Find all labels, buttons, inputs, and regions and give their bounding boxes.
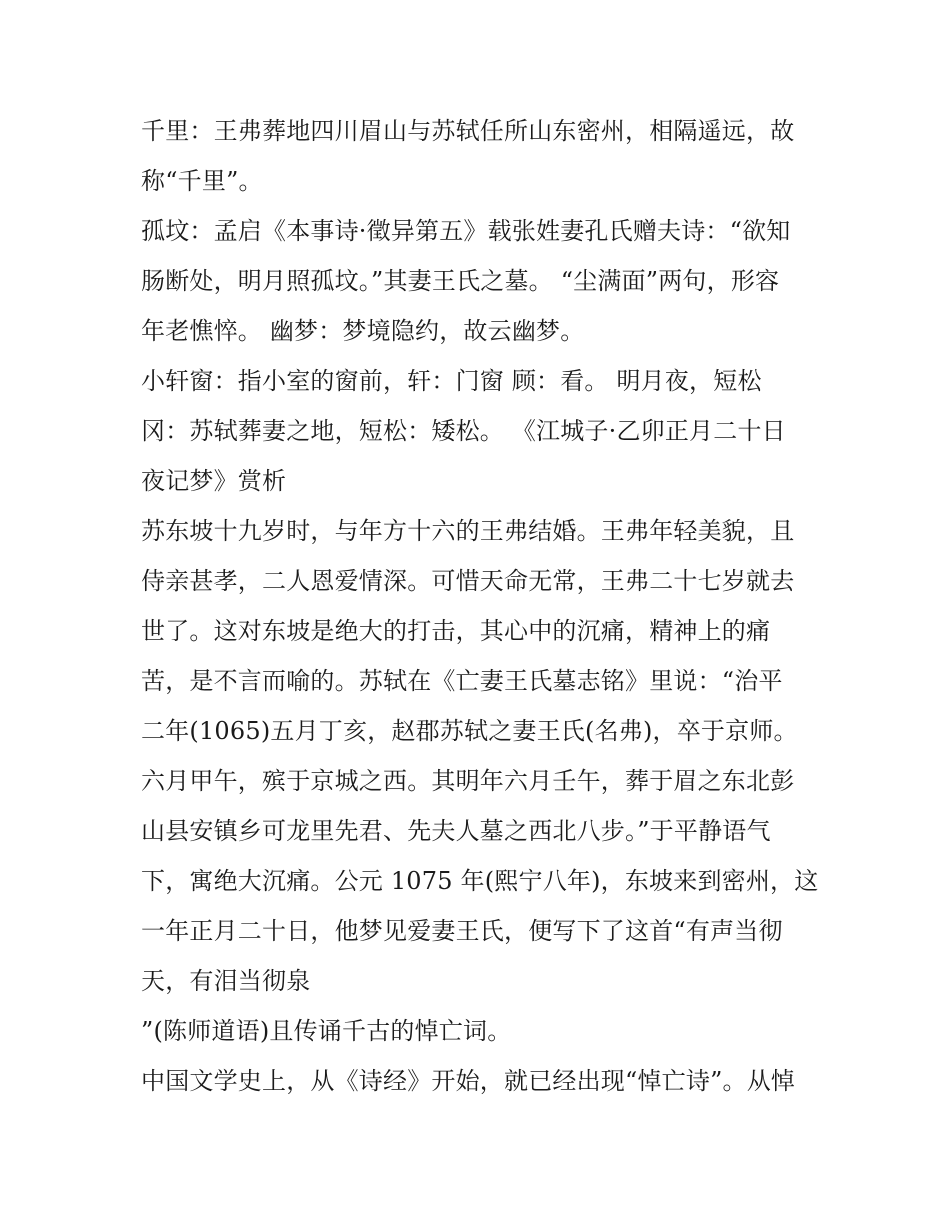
- text-line: 六月甲午，殡于京城之西。其明年六月壬午，葬于眉之东北彭: [141, 767, 795, 795]
- text-line: 夜记梦》赏析: [141, 467, 287, 495]
- text-line: 千里：王弗葬地四川眉山与苏轼任所山东密州，相隔遥远，故: [141, 117, 795, 145]
- text-line: ”(陈师道语)且传诵千古的悼亡词。: [141, 1017, 512, 1045]
- text-line: 山县安镇乡可龙里先君、先夫人墓之西北八步。”于平静语气: [141, 817, 771, 845]
- text-line: 天，有泪当彻泉: [141, 967, 311, 995]
- text-line: 苦，是不言而喻的。苏轼在《亡妻王氏墓志铭》里说：“治平: [141, 667, 783, 695]
- text-line: 孤坟：孟启《本事诗·徵异第五》载张姓妻孔氏赠夫诗：“欲知: [141, 217, 791, 245]
- text-line: 苏东坡十九岁时，与年方十六的王弗结婚。王弗年轻美貌，且: [141, 517, 795, 545]
- text-line: 二年(1065)五月丁亥，赵郡苏轼之妻王氏(名弗)，卒于京师。: [141, 717, 798, 745]
- text-line: 中国文学史上，从《诗经》开始，就已经出现“悼亡诗”。从悼: [141, 1067, 796, 1095]
- text-line: 世了。这对东坡是绝大的打击，其心中的沉痛，精神上的痛: [141, 617, 771, 645]
- text-line: 称“千里”。: [141, 167, 263, 195]
- text-line: 侍亲甚孝，二人恩爱情深。可惜天命无常，王弗二十七岁就去: [141, 567, 795, 595]
- text-line: 冈：苏轼葬妻之地，短松：矮松。 《江城子·乙卯正月二十日: [141, 417, 786, 445]
- text-line: 一年正月二十日，他梦见爱妻王氏，便写下了这首“有声当彻: [141, 917, 783, 945]
- text-line: 小轩窗：指小室的窗前，轩：门窗 顾：看。 明月夜，短松: [141, 367, 762, 395]
- text-line: 肠断处，明月照孤坟。”其妻王氏之墓。 “尘满面”两句，形容: [141, 267, 780, 295]
- text-line: 年老憔悴。 幽梦：梦境隐约，故云幽梦。: [141, 317, 585, 345]
- text-line: 下，寓绝大沉痛。公元 1075 年(熙宁八年)，东坡来到密州，这: [141, 867, 819, 895]
